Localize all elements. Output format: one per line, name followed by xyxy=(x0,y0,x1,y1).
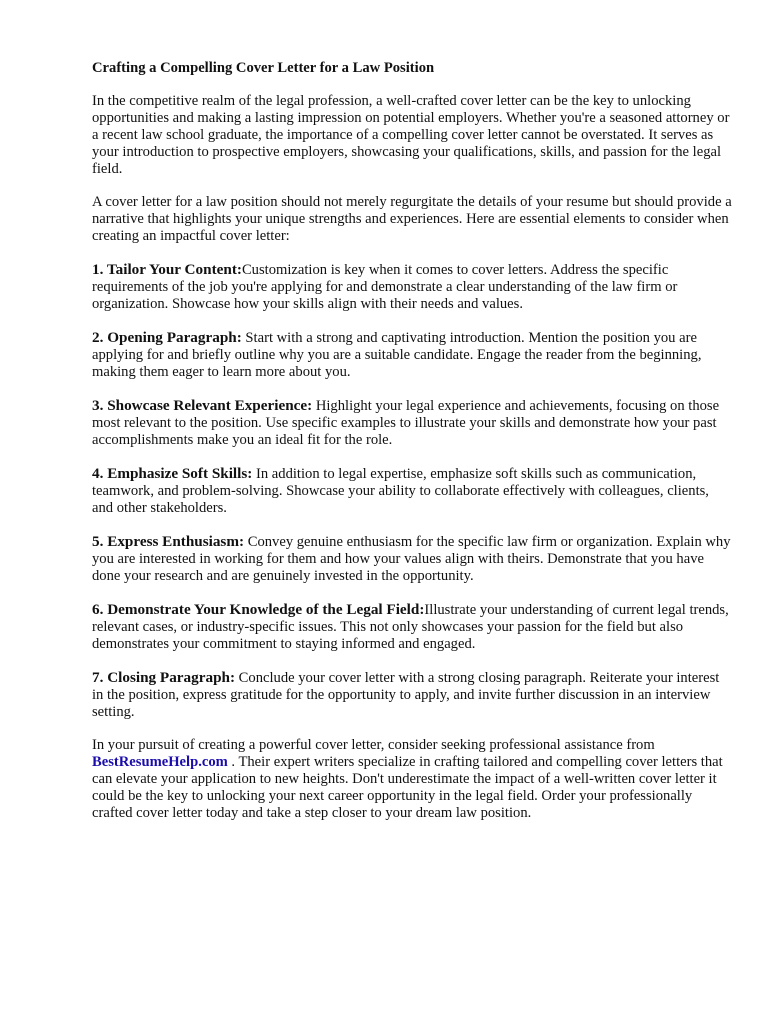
item-text: In addition to legal expertise, emphasize soft skills such as communication, teamwork, and problem-solving. Showcase your ability to collaborate effectively with colleagues, clients, and other stakeholders. xyxy=(92,466,709,516)
item-text: Highlight your legal experience and achievements, focusing on those most relevant to the position. Use specific examples to illustrate your skills and demonstrate how your past accomplishments make you an ideal fit for the role. xyxy=(92,398,720,448)
item-text: Customization is key when it comes to cover letters. Address the specific requirements of the job you're applying for and demonstrate a clear understanding of the law firm or organization. Showcase how your skills align with their needs and values. xyxy=(92,262,678,312)
item-heading: 1. Tailor Your Content: xyxy=(92,261,242,278)
document-title: Crafting a Compelling Cover Letter for a Law Position xyxy=(92,60,435,76)
list-item xyxy=(92,261,732,313)
closing-paragraph xyxy=(92,737,732,822)
item-heading: 4. Emphasize Soft Skills: xyxy=(92,465,253,482)
intro-paragraph: In the competitive realm of the legal profession, a well-crafted cover letter can be the key to unlocking opportunities and making a lasting impression on potential employers. Whether you're a seasoned attorney or a recent law school graduate, the importance of a compelling cover letter cannot be overstated. It serves as your introduction to prospective employers, showcasing your qualifications, skills, and passion for the legal field. xyxy=(92,93,730,177)
item-text: Convey genuine enthusiasm for the specific law firm or organization. Explain why you are interested in working for them and how your values align with theirs. Demonstrate that you have done your research and are genuinely invested in the opportunity. xyxy=(92,534,731,584)
list-item xyxy=(92,397,732,449)
item-heading: 6. Demonstrate Your Knowledge of the Legal Field: xyxy=(92,601,425,618)
item-heading: 5. Express Enthusiasm: xyxy=(92,533,245,550)
list-item xyxy=(92,329,732,381)
list-item xyxy=(92,465,732,517)
item-text: Start with a strong and captivating introduction. Mention the position you are applying for and briefly outline why you are a suitable candidate. Engage the reader from the beginning, making them eager to learn more about you. xyxy=(92,330,702,380)
closing-text-after-link: . Their expert writers specialize in crafting tailored and compelling cover letters that can elevate your application to new heights. Don't underestimate the impact of a well-written cover letter it could be the key to unlocking your next career opportunity in the legal field. Order your professionally crafted cover letter today and take a step closer to your dream law position. xyxy=(92,754,723,821)
list-item xyxy=(92,601,732,653)
closing-text-before-link: In your pursuit of creating a powerful cover letter, consider seeking professional assistance from xyxy=(92,737,655,753)
list-item xyxy=(92,533,732,585)
item-heading: 2. Opening Paragraph: xyxy=(92,329,242,346)
list-item xyxy=(92,669,732,721)
bestresumehelp-link[interactable]: BestResumeHelp.com xyxy=(92,754,228,770)
item-text: Illustrate your understanding of current legal trends, relevant cases, or industry-specific issues. This not only showcases your passion for the field but also demonstrates your commitment to staying informed and engaged. xyxy=(92,602,729,652)
document-page xyxy=(92,60,732,838)
item-text: Conclude your cover letter with a strong closing paragraph. Reiterate your interest in the position, express gratitude for the opportunity to apply, and invite further discussion in an interview setting. xyxy=(92,670,720,720)
item-heading: 3. Showcase Relevant Experience: xyxy=(92,397,313,414)
intro-paragraph: A cover letter for a law position should not merely regurgitate the details of your resume but should provide a narrative that highlights your unique strengths and experiences. Here are essential elements to consider when creating an impactful cover letter: xyxy=(92,194,732,244)
item-heading: 7. Closing Paragraph: xyxy=(92,669,236,686)
